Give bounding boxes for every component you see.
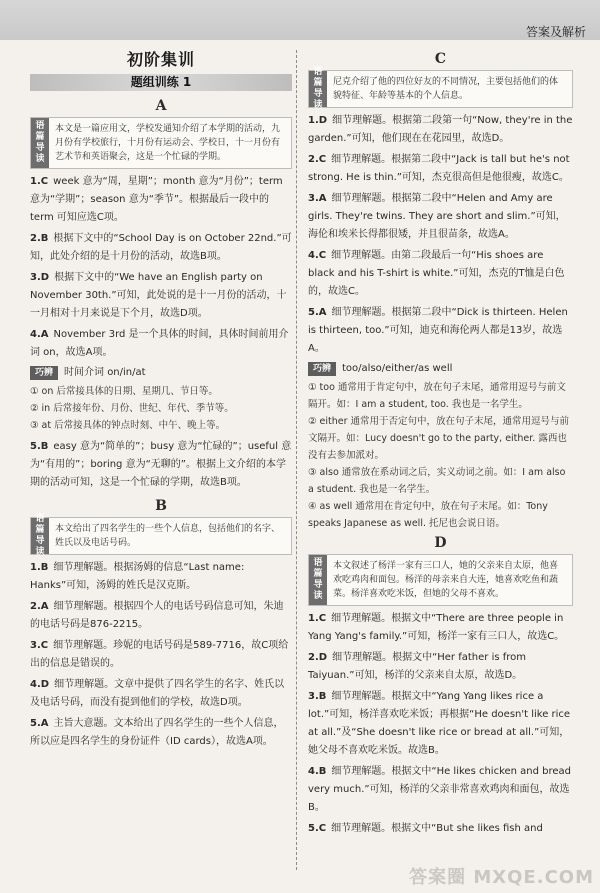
part-a-letter: A — [155, 98, 167, 114]
answer-item: 5.B easy 意为“简单的”；busy 意为“忙碌的”；useful 意为“有用的”；boring 意为“无聊的”。根据上文介绍的本学期的活动可知，这是一个忙碌的学期，故选B项。 — [30, 441, 292, 488]
column-divider — [296, 50, 297, 870]
intro-tab: 语 篇 导 读 — [31, 118, 49, 168]
answer-item: 2.D 细节理解题。根据文中“Her father is from Taiyuan.”可知，杨洋的父亲来自太原，故选D。 — [308, 652, 527, 681]
tip-line: ① on 后常接具体的日期、星期几、节日等。 — [30, 386, 218, 397]
answer-item: 5.A 细节理解题。根据第二段中“Dick is thirteen. Helen is thirteen, too.”可知，迪克和海伦两人都是13岁，故选A。 — [308, 307, 568, 354]
answer-item: 3.A 细节理解题。根据第二段中“Helen and Amy are girls. They're twins. They are short and slim.”可知，海伦和埃米长得都很矮，并且很苗条，故选A。 — [308, 193, 566, 240]
tip-line: ① too 通常用于肯定句中，放在句子末尾，通常用逗号与前文隔开。如：I am a student, too. 我也是一名学生。 — [308, 382, 566, 410]
answer-item: 4.B 细节理解题。根据文中“He likes chicken and bread very much.”可知，杨洋的父亲非常喜欢鸡肉和面包，故选B。 — [308, 766, 572, 813]
tip-badge: 巧辨 — [30, 366, 58, 380]
part-d-letter: D — [434, 535, 447, 551]
answer-item: 3.B 细节理解题。根据文中“Yang Yang likes rice a lot.”可知，杨洋喜欢吃米饭；再根据“He doesn't like rice at all.”及“She doesn't like rice or bread at all.”可知，她父母不喜欢吃米饭。故选B。 — [308, 691, 571, 756]
right-column — [308, 48, 573, 841]
answer-item: 5.A 主旨大意题。文本给出了四名学生的一些个人信息，所以应是四名学生的身份证件（ID cards），故选A项。 — [30, 718, 284, 747]
answer-item: 2.C 细节理解题。根据第二段中“Jack is tall but he's not strong. He is thin.”可知，杰克很高但是他很瘦，故选C。 — [308, 154, 570, 183]
part-b-intro — [30, 514, 292, 557]
answer-item: 1.C week 意为“周，星期”；month 意为“月份”；term 意为“学期”；season 意为“季节”。根据最后一段中的 term 可知应选C项。 — [30, 176, 283, 223]
answer-item: 1.B 细节理解题。根据汤姆的信息“Last name: Hanks”可知，汤姆的姓氏是汉克斯。 — [30, 562, 245, 591]
answer-item: 4.D 细节理解题。文章中提供了四名学生的名字、姓氏以及电话号码，而没有提到他们的学校，故选D项。 — [30, 679, 285, 708]
left-column — [30, 48, 292, 754]
part-a-intro — [30, 117, 292, 169]
part-b-letter: B — [155, 498, 167, 514]
tip-line: ② in 后常接年份、月份、世纪、年代、季节等。 — [30, 403, 234, 414]
intro-text: 本文给出了四名学生的一些个人信息，包括他们的名字、姓氏以及电话号码。 — [55, 524, 281, 548]
answer-item: 1.C 细节理解题。根据文中“There are three people in Yang Yang's family.”可知，杨洋一家有三口人，故选C。 — [308, 613, 565, 642]
tip-header — [30, 365, 292, 381]
part-c-intro — [308, 67, 573, 110]
tip-header — [308, 361, 573, 377]
watermark: 答案圈 MXQE.COM — [409, 867, 594, 888]
answer-item: 2.B 根据下文中的“School Day is on October 22nd.”可知，此处介绍的是十月份的活动，故选B项。 — [30, 233, 292, 262]
intro-text: 本文是一篇应用文，学校发通知介绍了本学期的活动，九月份有学校旅行，十月份有运动会、学校日，十一月份有艺术节和英语聚会，这是一个忙碌的学期。 — [55, 124, 281, 162]
tip-line: ③ also 通常放在系动词之后，实义动词之前。如：I am also a student. 我也是一名学生。 — [308, 467, 566, 495]
page-header — [0, 0, 600, 40]
answer-item: 5.C 细节理解题。根据文中“But she likes fish and — [308, 823, 543, 834]
tip-badge: 巧辨 — [308, 362, 336, 376]
intro-text: 本文叙述了杨洋一家有三口人，她的父亲来自太原，他喜欢吃鸡肉和面包。杨洋的母亲来自大连，她喜欢吃鱼和蔬菜。杨洋喜欢吃米饭，但她的父母不喜欢。 — [333, 561, 559, 599]
tip-line: ② either 通常用于否定句中，放在句子末尾，通常用逗号与前文隔开。如：Lucy doesn't go to the party, either. 露西也没有去参加派对。 — [308, 416, 570, 461]
sub-title: 题组训练 1 — [30, 74, 292, 91]
intro-text: 尼克介绍了他的四位好友的不同情况，主要包括他们的体貌特征、年龄等基本的个人信息。 — [333, 77, 559, 101]
intro-tab: 语 篇 导 读 — [309, 555, 327, 605]
tip-line: ③ at 后常接具体的钟点时刻、中午、晚上等。 — [30, 420, 226, 431]
part-c-letter: C — [434, 51, 447, 67]
header-label: 答案及解析 — [525, 25, 586, 39]
answer-item: 2.A 细节理解题。根据四个人的电话号码信息可知，朱迪的电话号码是876-2215。 — [30, 601, 284, 630]
tip-title: too/also/either/as well — [342, 363, 453, 374]
tip-title: 时间介词 on/in/at — [64, 367, 146, 378]
answer-item: 3.D 根据下文中的“We have an English party on November 30th.”可知，此处说的是十一月份的活动，十一月相对十月来说是下个月，故选D项。 — [30, 272, 287, 319]
section-title: 初阶集训 — [126, 50, 195, 69]
answer-item: 4.C 细节理解题。由第二段最后一句“His shoes are black and his T-shirt is white.”可知，杰克的T恤是白色的，故选C。 — [308, 250, 565, 297]
part-d-intro — [308, 554, 573, 606]
intro-tab: 语 篇 导 读 — [309, 71, 327, 107]
answer-item: 1.D 细节理解题。根据第二段第一句“Now, they're in the garden.”可知，他们现在在花园里，故选D。 — [308, 115, 573, 144]
tip-line: ④ as well 通常用在肯定句中，放在句子末尾。如：Tony speaks Japanese as well. 托尼也会说日语。 — [308, 501, 548, 529]
answer-item: 3.C 细节理解题。珍妮的电话号码是589-7716，故C项给出的信息是错误的。 — [30, 640, 289, 669]
intro-tab: 语 篇 导 读 — [31, 518, 49, 554]
answer-item: 4.A November 3rd 是一个具体的时间，具体时间前用介词 on，故选A项。 — [30, 329, 289, 358]
